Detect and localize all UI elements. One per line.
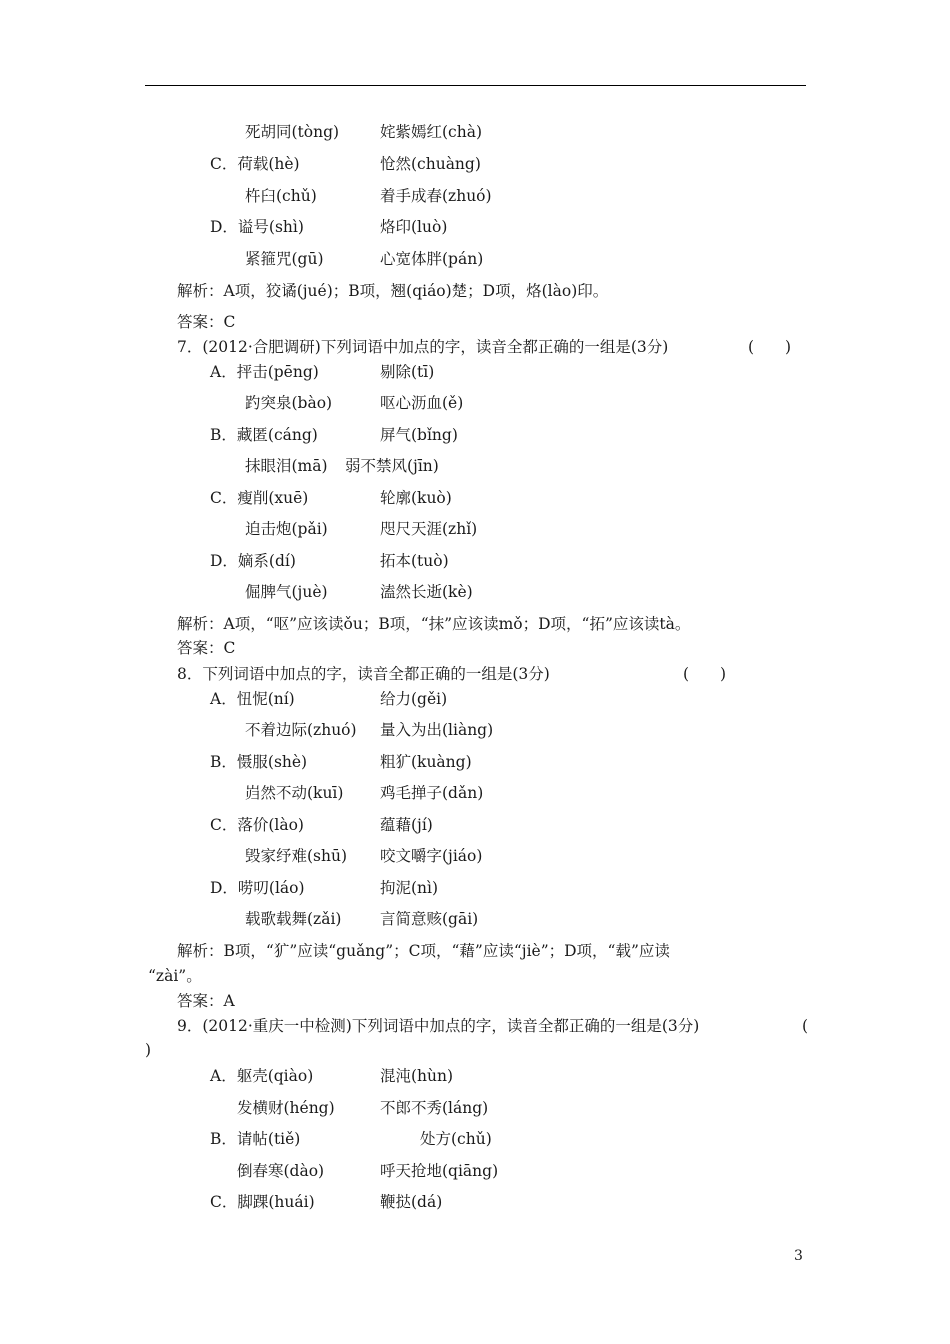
text-line: ) <box>145 1041 152 1059</box>
text-line: A．抨击(pēng) <box>210 363 319 381</box>
text-line: 轮廓(kuò) <box>380 489 452 507</box>
text-line: 杵臼(chǔ) <box>245 187 317 205</box>
text-line: B．请帖(tiě) <box>210 1130 301 1148</box>
text-line: C．瘦削(xuē) <box>210 489 309 507</box>
text-line: 呼天抢地(qiāng) <box>380 1162 499 1180</box>
text-line: 解析：A项，“呕”应该读ǒu；B项，“抹”应该读mǒ；D项，“拓”应该读tà。 <box>177 615 691 633</box>
text-line: 咫尺天涯(zhǐ) <box>380 520 478 538</box>
text-line: 屏气(bǐng) <box>380 426 458 444</box>
text-line: 发横财(héng) <box>237 1099 335 1117</box>
text-line: 处方(chǔ) <box>420 1130 492 1148</box>
text-line: B．藏匿(cáng) <box>210 426 318 444</box>
text-line: 解析：A项，狡谲(jué)；B项，翘(qiáo)楚；D项，烙(lào)印。 <box>177 282 609 300</box>
text-line: 心宽体胖(pán) <box>380 250 484 268</box>
text-line: 趵突泉(bào) <box>245 394 333 412</box>
text-line: ( ) <box>748 338 792 356</box>
text-line: D．谥号(shì) <box>210 218 304 236</box>
text-line: 着手成春(zhuó) <box>380 187 492 205</box>
text-line: D．唠叨(láo) <box>210 879 305 897</box>
text-line: 弱不禁风(jīn) <box>345 457 439 475</box>
text-line: 不郎不秀(láng) <box>380 1099 489 1117</box>
text-line: 抹眼泪(mā) <box>245 457 328 475</box>
text-line: 答案：C <box>177 313 236 331</box>
text-line: 姹紫嫣红(chà) <box>380 123 482 141</box>
text-line: C．落价(lào) <box>210 816 304 834</box>
text-line: 鞭挞(dá) <box>380 1193 443 1211</box>
header-rule <box>145 85 806 86</box>
text-line: 岿然不动(kuī) <box>245 784 344 802</box>
text-line: ( <box>802 1017 809 1035</box>
text-line: 咬文嚼字(jiáo) <box>380 847 483 865</box>
text-line: 蕴藉(jí) <box>380 816 433 834</box>
text-line: 9．(2012·重庆一中检测)下列词语中加点的字，读音全都正确的一组是(3分) <box>177 1017 700 1035</box>
text-line: B．慑服(shè) <box>210 753 308 771</box>
text-line: 混沌(hùn) <box>380 1067 454 1085</box>
text-line: 迫击炮(pǎi) <box>245 520 328 538</box>
text-line: 倔脾气(juè) <box>245 583 328 601</box>
text-line: 解析：B项，“犷”应读“guǎng”；C项，“藉”应读“jiè”；D项，“载”应读 <box>177 942 670 960</box>
text-line: 呕心沥血(ě) <box>380 394 464 412</box>
text-line: 怆然(chuàng) <box>380 155 481 173</box>
text-line: 给力(gěi) <box>380 690 448 708</box>
text-line: A．忸怩(ní) <box>210 690 295 708</box>
text-line: 紧箍咒(gū) <box>245 250 324 268</box>
text-line: C．脚踝(huái) <box>210 1193 315 1211</box>
text-line: 言简意赅(gāi) <box>380 910 479 928</box>
text-line: 溘然长逝(kè) <box>380 583 473 601</box>
text-line: 剔除(tī) <box>380 363 435 381</box>
text-line: D．嫡系(dí) <box>210 552 296 570</box>
text-line: 鸡毛掸子(dǎn) <box>380 784 484 802</box>
text-line: 粗犷(kuàng) <box>380 753 472 771</box>
page-number: 3 <box>794 1248 803 1264</box>
text-line: C．荷载(hè) <box>210 155 300 173</box>
text-line: 7．(2012·合肥调研)下列词语中加点的字，读音全都正确的一组是(3分) <box>177 338 669 356</box>
text-line: 拘泥(nì) <box>380 879 439 897</box>
text-line: 量入为出(liàng) <box>380 721 494 739</box>
text-line: 毁家纾难(shū) <box>245 847 348 865</box>
text-line: 死胡同(tòng) <box>245 123 340 141</box>
text-line: 8．下列词语中加点的字，读音全都正确的一组是(3分) <box>177 665 550 683</box>
text-line: 烙印(luò) <box>380 218 448 236</box>
text-line: 载歌载舞(zǎi) <box>245 910 342 928</box>
text-line: 答案：A <box>177 992 235 1010</box>
text-line: 不着边际(zhuó) <box>245 721 357 739</box>
text-line: 倒春寒(dào) <box>237 1162 325 1180</box>
text-line: 拓本(tuò) <box>380 552 449 570</box>
text-line: “zài”。 <box>148 967 202 985</box>
text-line: 答案：C <box>177 639 236 657</box>
text-line: ( ) <box>683 665 727 683</box>
text-line: A．躯壳(qiào) <box>210 1067 314 1085</box>
